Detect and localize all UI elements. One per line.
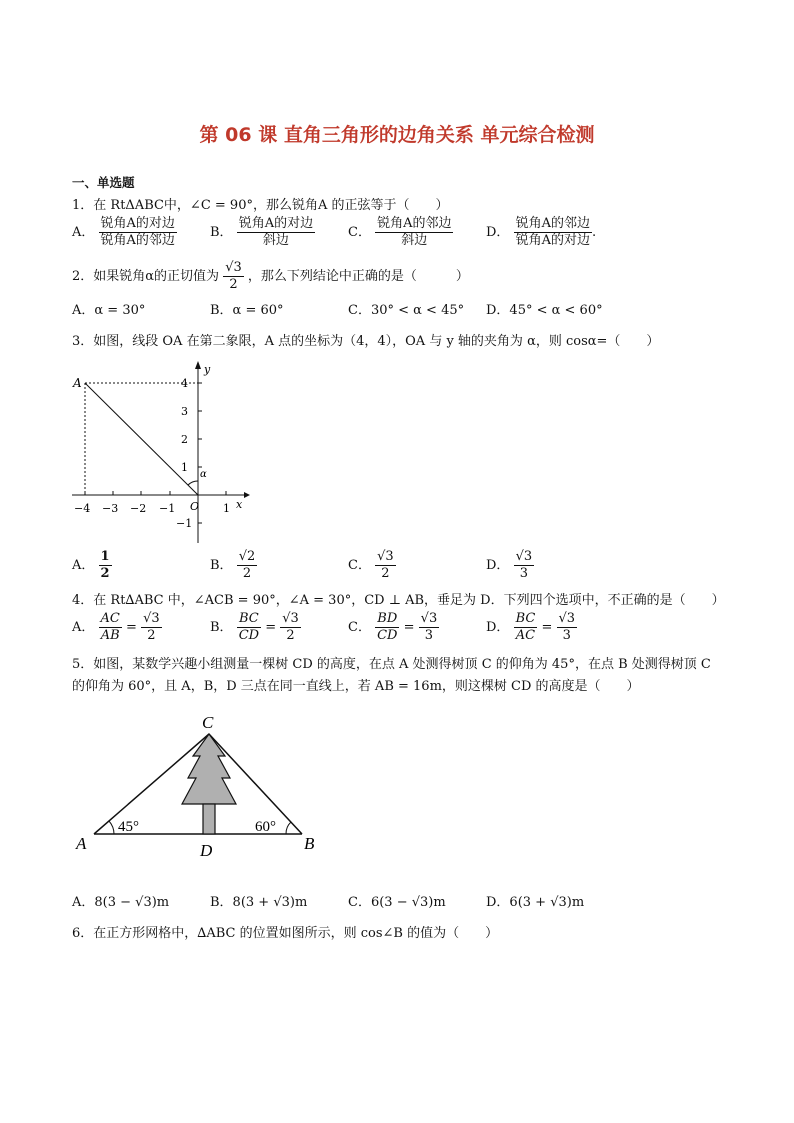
label-c: C bbox=[202, 713, 214, 732]
y-tick-label: 2 bbox=[181, 433, 188, 446]
q5-option-a[interactable]: A．8(3 − √3)m bbox=[72, 895, 170, 910]
q3-option-c[interactable]: C． $\frac{√3}{2}$ bbox=[348, 549, 394, 581]
q1-option-c[interactable]: C． $\frac{\text{锐角A的邻边}}{\text{斜边}}$ bbox=[348, 216, 452, 248]
x-axis-label: x bbox=[236, 498, 243, 511]
q2-option-a[interactable]: A．α = 30° bbox=[72, 303, 146, 318]
q3-stem: 3．如图，线段 OA 在第二象限，A 点的坐标为（4，4），OA 与 y 轴的夹角为 α，则 cosα=（ ） bbox=[72, 334, 660, 349]
q5-option-b[interactable]: B．8(3 + √3)m bbox=[210, 895, 308, 910]
q4-stem: 4．在 Rt∆ABC 中，∠ACB = 90°，∠A = 30°，CD ⊥ AB，垂足为 D．下列四个选项中，不正确的是（ ） bbox=[72, 593, 725, 608]
point-a-label: A bbox=[73, 376, 82, 390]
angle-alpha-label: α bbox=[200, 469, 207, 480]
q5-option-c[interactable]: C．6(3 − √3)m bbox=[348, 895, 446, 910]
angle-arc bbox=[188, 481, 198, 485]
angle-arc-b bbox=[286, 822, 291, 834]
q5-tree-figure bbox=[70, 708, 330, 868]
origin-label: O bbox=[190, 500, 200, 513]
y-tick-label: −1 bbox=[176, 517, 193, 530]
q2-option-b[interactable]: B．α = 60° bbox=[210, 303, 284, 318]
q3-coordinate-graph bbox=[66, 355, 256, 545]
q2-option-d[interactable]: D．45° < α < 60° bbox=[486, 303, 603, 318]
label-a: A bbox=[76, 834, 87, 853]
x-tick-label: 1 bbox=[223, 502, 230, 515]
q5-option-d[interactable]: D．6(3 + √3)m bbox=[486, 895, 585, 910]
tree-trunk bbox=[203, 804, 215, 834]
x-tick-label: −2 bbox=[130, 502, 147, 515]
q3-option-b[interactable]: B． $\frac{√2}{2}$ bbox=[210, 549, 256, 581]
q5-stem-line2: 的仰角为 60°，且 A，B，D 三点在同一直线上，若 AB = 16m，则这棵树 CD 的高度是（ ） bbox=[72, 679, 640, 694]
tree-crown bbox=[182, 734, 236, 804]
q1-option-a[interactable]: A． $\frac{\text{锐角A的对边}}{\text{锐角A的邻边}}$ bbox=[72, 216, 175, 248]
angle-45-label: 45° bbox=[118, 819, 139, 835]
y-axis-label: y bbox=[204, 363, 211, 376]
q2-option-c[interactable]: C．30° < α < 45° bbox=[348, 303, 465, 318]
label-d: D bbox=[200, 841, 213, 860]
page-title: 第 06 课 直角三角形的边角关系 单元综合检测 bbox=[199, 124, 595, 146]
q4-option-d[interactable]: D． $\frac{BC}{AC}$ = $\frac{√3}{3}$ bbox=[486, 611, 576, 643]
q2-stem: 2．如果锐角α的正切值为 $\frac{√3}{2}$ ，那么下列结论中正确的是（ ） bbox=[72, 260, 469, 292]
section-heading: 一、单选题 bbox=[72, 175, 135, 190]
q1-option-b[interactable]: B． $\frac{\text{锐角A的对边}}{\text{斜边}}$ bbox=[210, 216, 314, 248]
y-tick-label: 4 bbox=[181, 377, 188, 390]
label-b: B bbox=[304, 834, 315, 853]
angle-60-label: 60° bbox=[255, 819, 276, 835]
q4-option-c[interactable]: C． $\frac{BD}{CD}$ = $\frac{√3}{3}$ bbox=[348, 611, 438, 643]
q4-option-b[interactable]: B． $\frac{BC}{CD}$ = $\frac{√3}{2}$ bbox=[210, 611, 299, 643]
side-ac bbox=[94, 734, 209, 834]
y-tick-label: 3 bbox=[181, 405, 188, 418]
x-tick-label: −1 bbox=[159, 502, 176, 515]
q4-option-a[interactable]: A． $\frac{AC}{AB}$ = $\frac{√3}{2}$ bbox=[72, 611, 160, 643]
q6-stem: 6．在正方形网格中，∆ABC 的位置如图所示，则 cos∠B 的值为（ ） bbox=[72, 926, 499, 941]
x-axis-arrow bbox=[244, 492, 250, 498]
y-tick-label: 1 bbox=[181, 461, 188, 474]
q5-stem-line1: 5．如图，某数学兴趣小组测量一棵树 CD 的高度，在点 A 处测得树顶 C 的仰角为 45°，在点 B 处测得树顶 C bbox=[72, 657, 711, 672]
x-tick-label: −4 bbox=[74, 502, 91, 515]
x-tick-label: −3 bbox=[102, 502, 119, 515]
angle-arc-a bbox=[109, 821, 114, 834]
q1-stem: 1．在 RtΔABC中，∠C = 90°，那么锐角A 的正弦等于（ ） bbox=[72, 198, 449, 213]
q3-option-a[interactable]: A． $\frac{1}{2}$ bbox=[72, 549, 110, 581]
y-axis-arrow bbox=[195, 361, 201, 369]
q1-option-d[interactable]: D． $\frac{\text{锐角A的邻边}}{\text{锐角A的对边}}$ . bbox=[486, 216, 597, 248]
q3-option-d[interactable]: D． $\frac{√3}{3}$ bbox=[486, 549, 533, 581]
